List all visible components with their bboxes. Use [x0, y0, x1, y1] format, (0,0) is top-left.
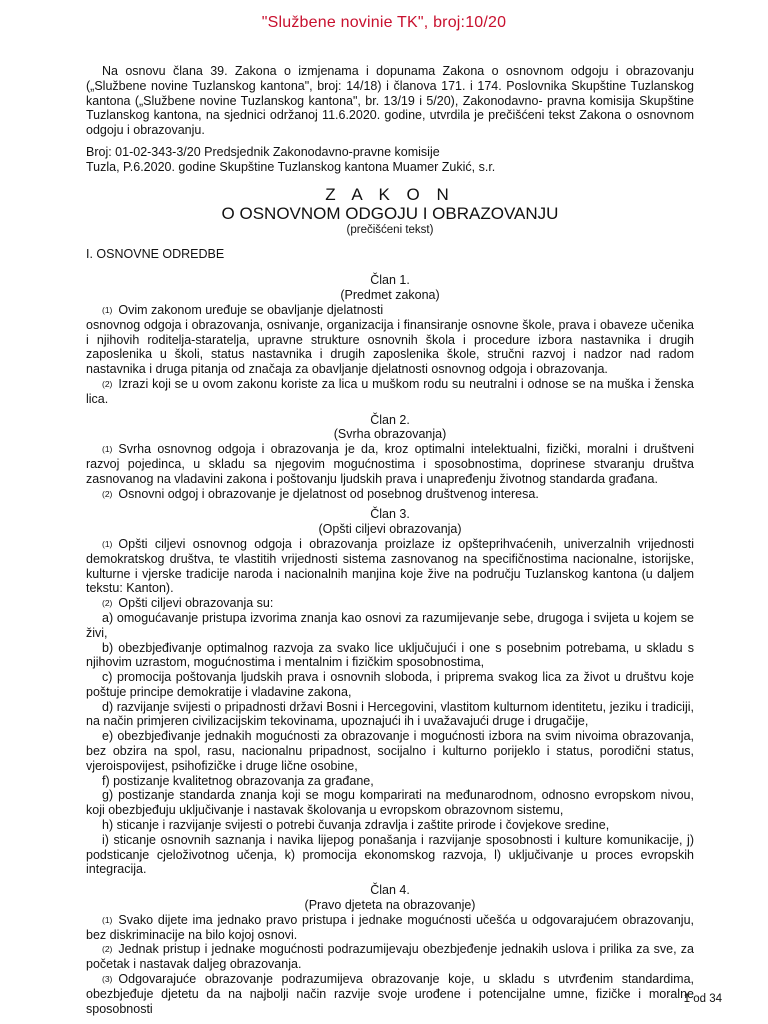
law-subtitle: (prečišćeni tekst) [346, 223, 434, 236]
article-1-paragraph-1-rest: osnovnog odgoja i obrazovanja, osnivanje, organizacija i finansiranje osnovne škole, prava i obaveze učenika i njihovih roditelja-staratelja, upravne strukture osnovnih škola i procedure izbora nastavnika i drugih zaposlenika u školi, status nastavnika i drugih zaposlenika škole, stručni razvoj i nadzor nad radom nastavnika i druga pitanja od značaja za obavljanje djelatnosti osnovnog odgoja i obrazovanja. [86, 317, 694, 377]
article-4-paragraph-3 [86, 972, 694, 1016]
law-title-name: O OSNOVNOM ODGOJU I OBRAZOVANJU [221, 203, 559, 223]
paragraph-text: Opšti ciljevi osnovnog odgoja i obrazovanja proizlaze iz opšteprihvaćenih, univerzalnih vrijednosti demokratskog društva, te vlastitih vrijednosti sistema zasnovanog na specifičnostima nacionalne, istorijske, kulturne i vjerske tradicije naroda i nacionalnih manjina koje žive na području Tuzlanskog kantona (u daljem tekstu: Kanton). [86, 536, 694, 596]
article-4-heading: Član 4. [370, 883, 410, 898]
paragraph-number: (2) [102, 488, 113, 499]
paragraph-number: (1) [102, 304, 113, 315]
paragraph-text: Izrazi koji se u ovom zakonu koriste za lica u muškom rodu su neutralni i odnose se na muška i ženska lica. [86, 376, 694, 406]
article-1-heading: Član 1. [370, 273, 410, 288]
list-item: e) obezbjeđivanje jednakih mogućnosti za obrazovanje i mogućnosti izbora na svim nivoima obrazovanja, bez obzira na spol, rasu, nacionalnu pripadnost, socijalno i kulturno porijeklo i status, porodični status, vjeroispovijest, psihofizičke i druge lične osobine, [86, 729, 694, 773]
list-item: g) postizanje standarda znanja koji se mogu komparirati na međunarodnom, odnosno evropskom nivou, koji obezbjeđuju uključivanje i nastavak školovanja u evropskom obrazovnom sistemu, [86, 788, 694, 818]
law-title [86, 185, 694, 223]
intro-number-line: Broj: 01-02-343-3/20 Predsjednik Zakonodavno-pravne komisije [86, 144, 440, 159]
paragraph-text: Opšti ciljevi obrazovanja su: [118, 596, 274, 611]
paragraph-text: Svrha osnovnog odgoja i obrazovanja je da, kroz optimalni intelektualni, fizički, moralni i društveni razvoj pojedinca, u skladu sa njegovim mogućnostima i sposobnostima, doprinese stvaranju društva zasnovanog na vladavini zakona i poštovanju ljudskih prava i unapređenju životnog standarda građana. [86, 442, 694, 486]
intro-place-line: Tuzla, P.6.2020. godine Skupštine Tuzlanskog kantona Muamer Zukić, s.r. [86, 159, 496, 174]
paragraph-number: (1) [102, 914, 113, 925]
paragraph-number: (2) [102, 598, 113, 609]
article-3-paragraph-2 [86, 596, 694, 611]
paragraph-text: Jednak pristup i jednake mogućnosti podrazumijevaju obezbjeđenje jednakih uslova i prilika za sve, za početak i nastavak daljeg obrazovanja. [86, 942, 694, 972]
paragraph-text: Odgovarajuće obrazovanje podrazumijeva obrazovanje koje, u skladu s utvrđenim standardima, obezbjeđuje djetetu da na najbolji način razvije svoje urođene i potencijalne umne, fizičke i moralne sposobnosti [86, 972, 694, 1016]
intro-paragraph: Na osnovu člana 39. Zakona o izmjenama i dopunama Zakona o osnovnom odgoju i obrazovanju („Službene novine Tuzlanskog kantona", broj: 14/18) i članova 171. i 174. Poslovnika Skupštine Tuzlanskog kantona („Službene novine Tuzlanskog kantona", br. 13/19 i 5/20), Zakonodavno- pravna komisija Skupštine Tuzlanskog kantona, na sjednici održanoj 11.6.2020. godine, utvrdila je prečišćeni tekst Zakona o osnovnom odgoju i obrazovanju. [86, 64, 694, 138]
list-item: b) obezbjeđivanje optimalnog razvoja za svako lice uključujući i one s posebnim potrebama, u skladu s njihovim uzrastom, mogućnostima i mentalnim i fizičkim sposobnostima, [86, 640, 694, 670]
paragraph-number: (1) [102, 538, 113, 549]
document-body [86, 64, 694, 1016]
article-2-heading: Član 2. [370, 412, 410, 427]
page-number: 1 od 34 [683, 993, 722, 1005]
article-4-paragraph-2 [86, 942, 694, 972]
paragraph-number: (3) [102, 974, 113, 985]
list-item: a) omogućavanje pristupa izvorima znanja kao osnovi za razumijevanje sebe, drugoga i svijeta u kojem se živi, [86, 610, 694, 640]
article-2-paragraph-2 [86, 487, 694, 502]
list-item: f) postizanje kvalitetnog obrazovanja za građane, [102, 773, 374, 788]
gazette-header: "Službene novinie TK", broj:10/20 [261, 14, 507, 31]
law-title-zakon: Z A K O N [325, 184, 455, 204]
list-item: d) razvijanje svijesti o pripadnosti državi Bosni i Hercegovini, vlastitom kulturnom identitetu, jeziku i tradiciji, na način primjeren civilizacijskim tekovinama, upoznajući ih i uvažavajući druge i drugačije, [86, 699, 694, 729]
paragraph-number: (2) [102, 944, 113, 955]
article-4-subtitle: (Pravo djeteta na obrazovanje) [304, 898, 476, 913]
paragraph-text: Ovim zakonom uređuje se obavljanje djelatnosti [118, 302, 384, 317]
list-item: i) sticanje osnovnih saznanja i navika lijepog ponašanja i razvijanje sposobnosti i kulture komunikacije, j) podsticanje cjeloživotnog učenja, k) promocija ekonomskog razvoja, l) uključivanje u proces evropskih integracija. [86, 832, 694, 877]
article-1-subtitle: (Predmet zakona) [340, 288, 440, 303]
paragraph-text: Svako dijete ima jednako pravo pristupa i jednake mogućnosti učešća u odgovarajućem obrazovanju, bez diskriminacije na bilo kojoj osnovi. [86, 912, 694, 942]
article-4-paragraph-1 [86, 913, 694, 943]
section-heading: I. OSNOVNE ODREDBE [86, 246, 225, 261]
article-3-heading: Član 3. [370, 507, 410, 522]
article-3-subtitle: (Opšti ciljevi obrazovanja) [318, 522, 462, 537]
list-item: c) promocija poštovanja ljudskih prava i osnovnih sloboda, i priprema svakog lica za život u društvu koje poštuje principe demokratije i vladavine zakona, [86, 670, 694, 699]
list-item: h) sticanje i razvijanje svijesti o potrebi čuvanja zdravlja i zaštite prirode i čovjekove sredine, [102, 818, 610, 833]
article-2-subtitle: (Svrha obrazovanja) [333, 427, 447, 442]
paragraph-text: Osnovni odgoj i obrazovanje je djelatnost od posebnog društvenog interesa. [118, 486, 539, 501]
article-2-paragraph-1 [86, 442, 694, 486]
paragraph-number: (1) [102, 444, 113, 455]
article-1-paragraph-2 [86, 377, 694, 407]
article-3-paragraph-1 [86, 537, 694, 596]
article-1-paragraph-1-first [86, 303, 694, 318]
paragraph-number: (2) [102, 378, 113, 389]
